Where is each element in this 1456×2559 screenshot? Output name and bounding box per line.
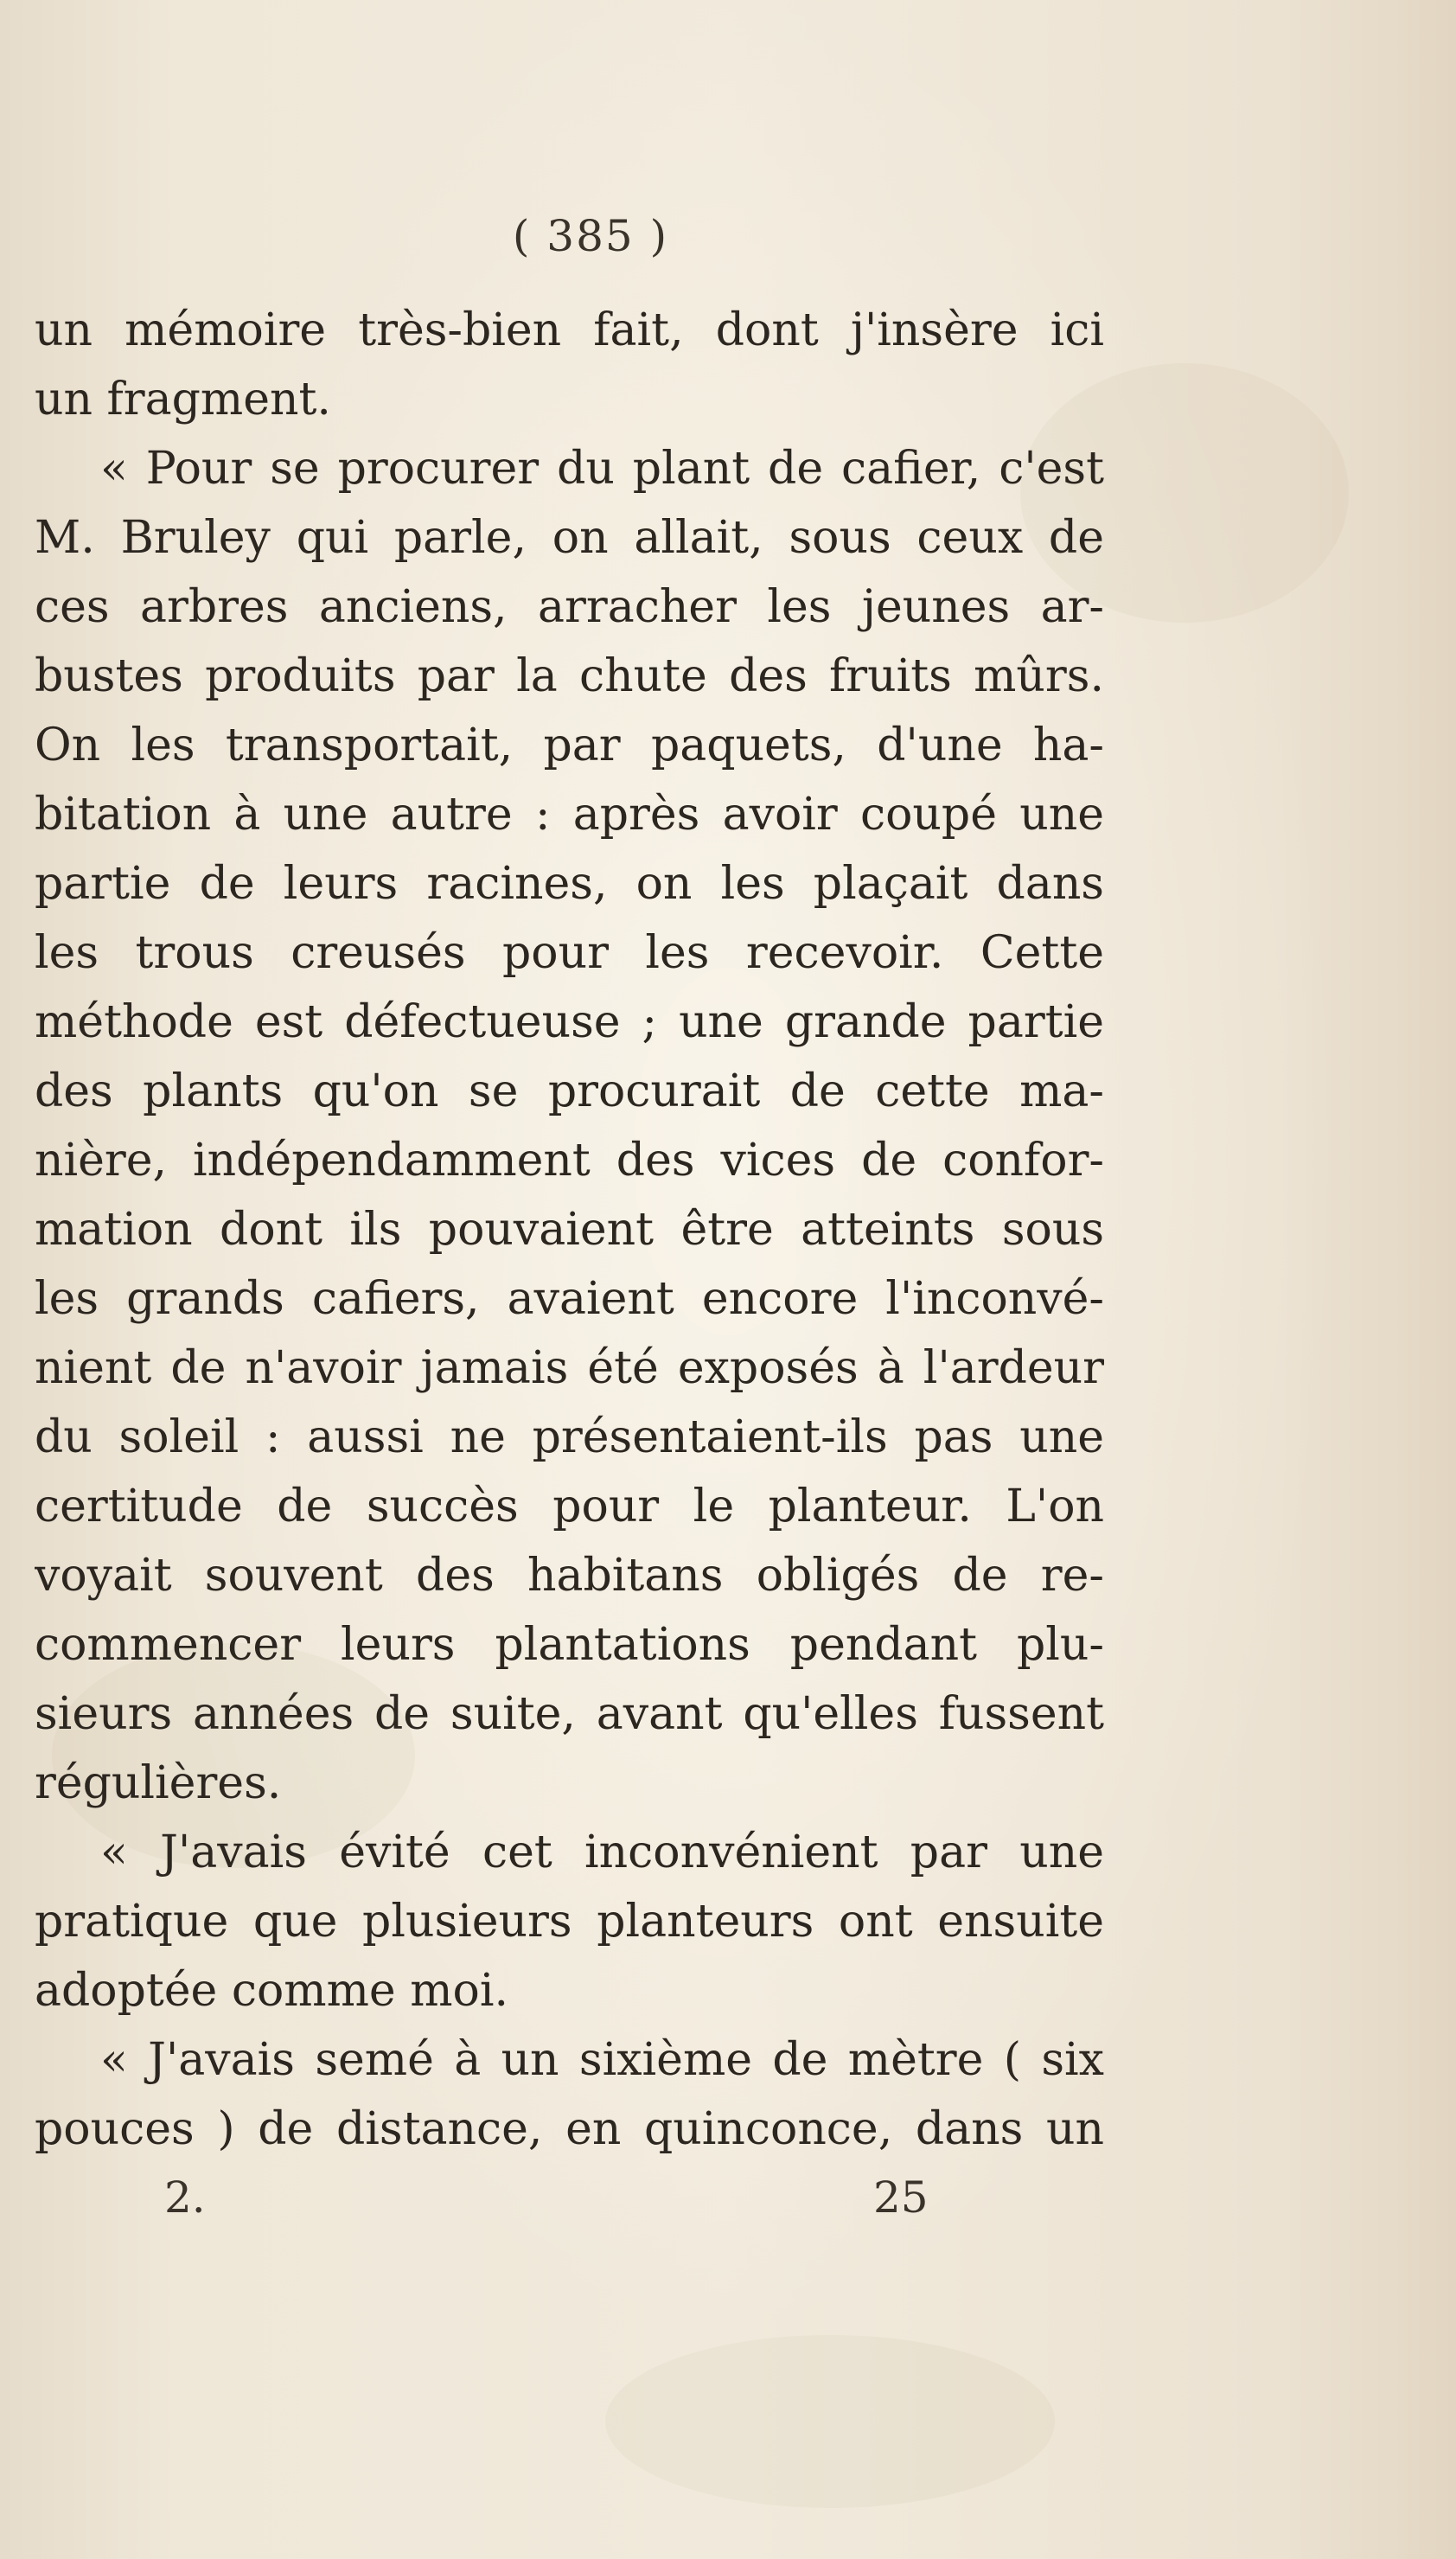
text-line: méthode est défectueuse ; une grande partie bbox=[35, 996, 1104, 1048]
page-number-header: ( 385 ) bbox=[512, 211, 669, 261]
body-text bbox=[35, 296, 1104, 2164]
text-line: commencer leurs plantations pendant plu- bbox=[35, 1619, 1104, 1671]
text-line: bustes produits par la chute des fruits mûrs. bbox=[35, 650, 1104, 702]
text-line: un mémoire très-bien fait, dont j'insère ici bbox=[35, 304, 1104, 356]
text-line: des plants qu'on se procurait de cette ma- bbox=[35, 1065, 1104, 1117]
text-line: M. Bruley qui parle, on allait, sous ceux de bbox=[35, 512, 1104, 564]
text-line: régulières. bbox=[35, 1757, 282, 1809]
text-line: nient de n'avoir jamais été exposés à l'ardeur bbox=[35, 1342, 1104, 1394]
text-line: nière, indépendamment des vices de confor- bbox=[35, 1135, 1104, 1187]
text-line: pratique que plusieurs planteurs ont ensuite bbox=[35, 1896, 1104, 1948]
signature-number: 25 bbox=[873, 2172, 929, 2223]
text-line: On les transportait, par paquets, d'une ha- bbox=[35, 720, 1104, 771]
text-line: mation dont ils pouvaient être atteints sous bbox=[35, 1204, 1104, 1256]
text-line: « Pour se procurer du plant de cafier, c'est bbox=[100, 443, 1104, 495]
text-line: certitude de succès pour le planteur. L'on bbox=[35, 1481, 1104, 1532]
signature-mark: 2. bbox=[164, 2172, 206, 2223]
text-line: un fragment. bbox=[35, 374, 331, 425]
paper-stain bbox=[605, 2335, 1055, 2508]
text-line: bitation à une autre : après avoir coupé une bbox=[35, 789, 1104, 841]
text-line: les trous creusés pour les recevoir. Cette bbox=[35, 927, 1104, 979]
signature-row bbox=[0, 2172, 1456, 2242]
text-line: sieurs années de suite, avant qu'elles fussent bbox=[35, 1688, 1104, 1740]
text-line: ces arbres anciens, arracher les jeunes ar- bbox=[35, 581, 1104, 633]
text-line: les grands cafiers, avaient encore l'inconvé- bbox=[35, 1273, 1104, 1325]
text-line: « J'avais semé à un sixième de mètre ( six bbox=[100, 2034, 1104, 2086]
text-line: du soleil : aussi ne présentaient-ils pas une bbox=[35, 1411, 1104, 1463]
text-line: pouces ) de distance, en quinconce, dans un bbox=[35, 2103, 1104, 2155]
text-line: partie de leurs racines, on les plaçait dans bbox=[35, 858, 1104, 910]
text-line: adoptée comme moi. bbox=[35, 1965, 508, 2017]
text-line: « J'avais évité cet inconvénient par une bbox=[100, 1826, 1104, 1878]
text-line: voyait souvent des habitans obligés de re- bbox=[35, 1550, 1104, 1602]
